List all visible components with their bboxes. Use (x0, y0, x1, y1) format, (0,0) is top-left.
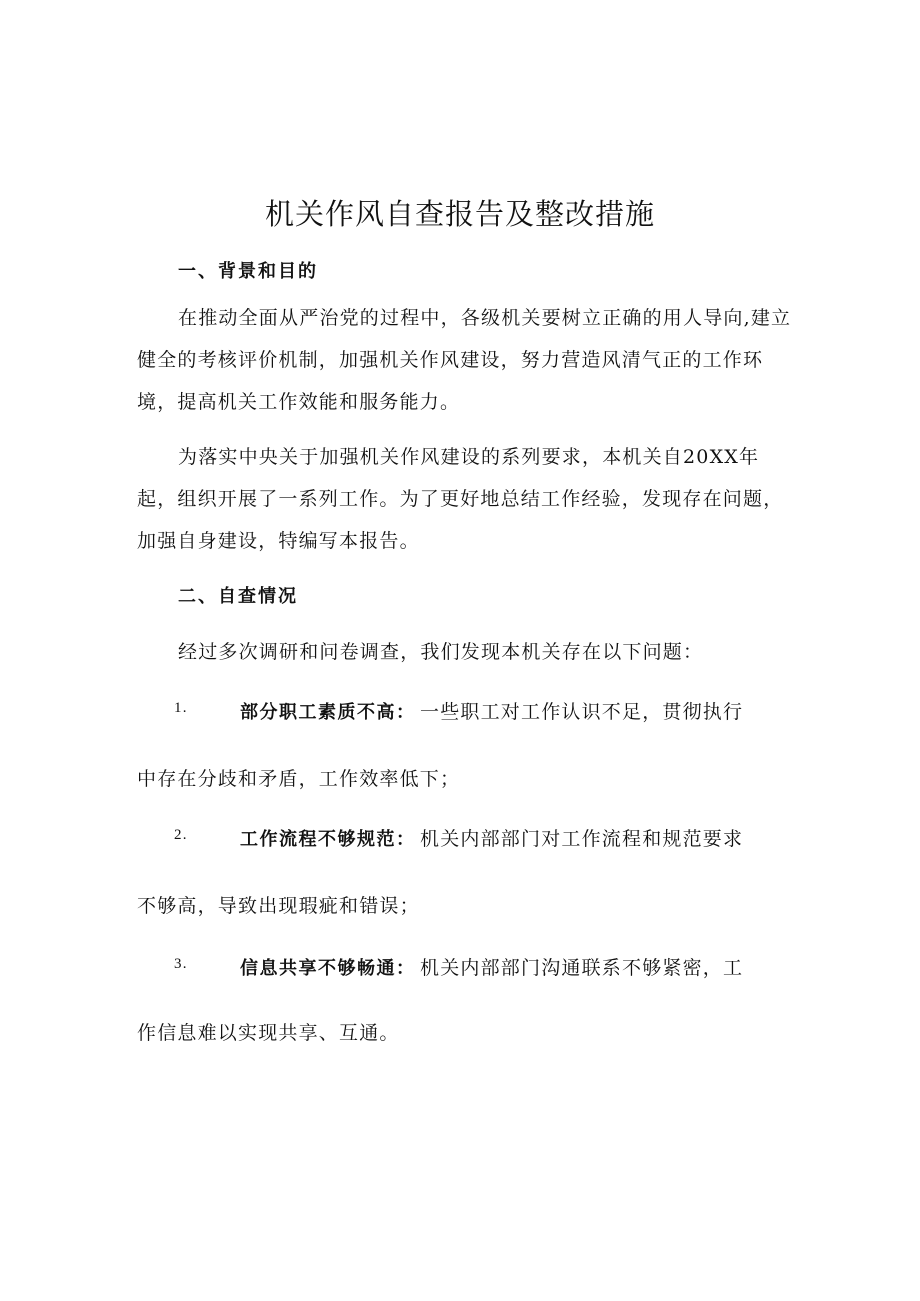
list-item-1-continuation: 中存在分歧和矛盾，工作效率低下； (137, 768, 461, 790)
list-item-number: 1. (174, 700, 188, 716)
list-item-2-continuation: 不够高，导致出现瑕疵和错误； (137, 895, 420, 917)
list-item-title: 信息共享不够畅通： (240, 958, 416, 979)
list-item-text: 机关内部部门沟通联系不够紧密，工 (420, 957, 744, 979)
list-item-number: 3. (174, 956, 188, 972)
paragraph-background-2: 为落实中央关于加强机关作风建设的系列要求，本机关自20XX年起，组织开展了一系列工作。为了更好地总结工作经验，发现存在问题，加强自身建设，特编写本报告。 (137, 446, 784, 552)
list-item-title: 部分职工素质不高： (240, 702, 416, 723)
section-heading-background: 一、背景和目的 (178, 261, 318, 282)
list-item-text: 机关内部部门对工作流程和规范要求 (420, 828, 744, 850)
list-item-number: 2. (174, 827, 188, 843)
list-item-3-continuation: 作信息难以实现共享、互通。 (137, 1022, 400, 1044)
section-heading-self-check: 二、自查情况 (178, 586, 298, 607)
paragraph-background-1: 在推动全面从严治党的过程中，各级机关要树立正确的用人导向,建立健全的考核评价机制，加强机关作风建设，努力营造风清气正的工作环境，提高机关工作效能和服务能力。 (137, 307, 792, 413)
document-title: 机关作风自查报告及整改措施 (264, 197, 655, 231)
list-item-title: 工作流程不够规范： (240, 829, 416, 850)
list-item-text: 一些职工对工作认识不足，贯彻执行 (420, 701, 744, 723)
self-check-intro: 经过多次调研和问卷调查，我们发现本机关存在以下问题： (178, 641, 704, 663)
